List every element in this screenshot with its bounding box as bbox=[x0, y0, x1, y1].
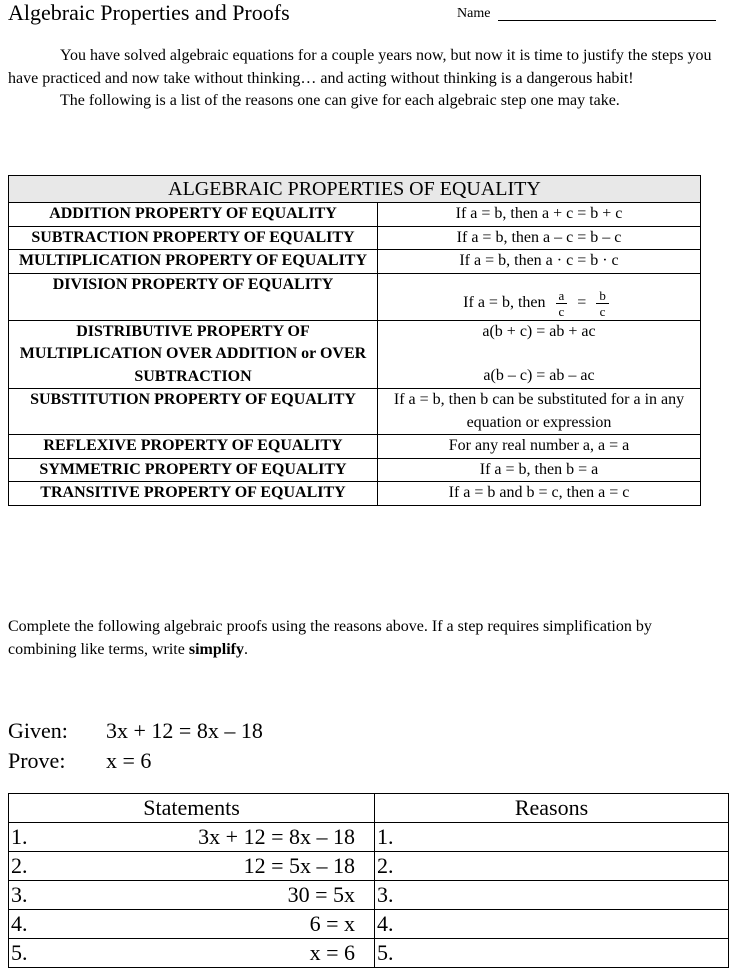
property-name: SUBSTITUTION PROPERTY OF EQUALITY bbox=[9, 389, 378, 435]
reason-cell[interactable]: 1. bbox=[375, 823, 729, 852]
statement-cell: 3. 30 = 5x bbox=[9, 881, 375, 910]
prove-label: Prove: bbox=[8, 748, 66, 773]
property-definition: If a = b, then a – c = b – c bbox=[378, 226, 701, 250]
reason-cell[interactable]: 3. bbox=[375, 881, 729, 910]
division-def-prefix: If a = b, then bbox=[463, 293, 546, 311]
name-blank-line[interactable] bbox=[498, 20, 716, 21]
table-row bbox=[9, 823, 729, 852]
name-label: Name bbox=[457, 6, 491, 21]
table-row bbox=[9, 226, 701, 250]
distributive-subtraction-def: a(b – c) = ab – ac bbox=[483, 367, 595, 384]
property-definition: If a = b, then b can be substituted for a in any equation or expression bbox=[378, 389, 701, 435]
table-row bbox=[9, 852, 729, 881]
statement-cell: 1. 3x + 12 = 8x – 18 bbox=[9, 823, 375, 852]
intro-text bbox=[8, 45, 713, 113]
property-definition: If a = b, then a · c = b · c bbox=[378, 250, 701, 274]
table-row bbox=[9, 458, 701, 482]
table-row bbox=[9, 435, 701, 459]
given-label: Given: bbox=[8, 718, 68, 743]
fraction-b-over-c: $\frac{b}{c}$ bbox=[596, 288, 609, 319]
reason-cell[interactable]: 4. bbox=[375, 910, 729, 939]
table-row bbox=[9, 320, 701, 389]
given-equation: 3x + 12 = 8x – 18 bbox=[106, 718, 263, 743]
table-row bbox=[9, 250, 701, 274]
proof-table bbox=[8, 793, 729, 968]
property-definition: If a = b and b = c, then a = c bbox=[378, 482, 701, 506]
instructions-text: Complete the following algebraic proofs using the reasons above. If a step requires simplification by combining like terms, write bbox=[8, 618, 652, 658]
property-name: SYMMETRIC PROPERTY OF EQUALITY bbox=[9, 458, 378, 482]
prove-equation: x = 6 bbox=[106, 748, 152, 773]
table-row bbox=[9, 273, 701, 320]
given-prove bbox=[8, 716, 263, 776]
reason-cell[interactable]: 5. bbox=[375, 939, 729, 968]
statement-cell: 2. 12 = 5x – 18 bbox=[9, 852, 375, 881]
reason-cell[interactable]: 2. bbox=[375, 852, 729, 881]
table-row bbox=[9, 939, 729, 968]
property-name: DIVISION PROPERTY OF EQUALITY bbox=[9, 273, 378, 320]
page-title: Algebraic Properties and Proofs bbox=[8, 0, 290, 25]
property-definition: For any real number a, a = a bbox=[378, 435, 701, 459]
reasons-header: Reasons bbox=[375, 794, 729, 823]
intro-paragraph-2: The following is a list of the reasons one can give for each algebraic step one may take. bbox=[60, 92, 620, 109]
table-row bbox=[9, 881, 729, 910]
instructions-bold: simplify bbox=[188, 640, 244, 658]
property-definition bbox=[378, 320, 701, 389]
division-def-equals: = bbox=[577, 293, 587, 311]
property-definition bbox=[378, 273, 701, 320]
properties-heading: ALGEBRAIC PROPERTIES OF EQUALITY bbox=[9, 176, 701, 203]
table-row bbox=[9, 203, 701, 227]
fraction-a-over-c: $\frac{a}{c}$ bbox=[556, 288, 568, 319]
intro-paragraph-1: You have solved algebraic equations for a couple years now, but now it is time to justify the steps you have practiced and now take without thinking… and acting without thinking is a dangerous habit! bbox=[8, 47, 712, 87]
distributive-addition-def: a(b + c) = ab + ac bbox=[482, 322, 596, 340]
table-row bbox=[9, 910, 729, 939]
property-definition: If a = b, then a + c = b + c bbox=[378, 203, 701, 227]
property-name: DISTRIBUTIVE PROPERTY OF MULTIPLICATION OVER ADDITION or OVER SUBTRACTION bbox=[9, 320, 378, 389]
property-name: SUBTRACTION PROPERTY OF EQUALITY bbox=[9, 226, 378, 250]
property-name: ADDITION PROPERTY OF EQUALITY bbox=[9, 203, 378, 227]
property-name: TRANSITIVE PROPERTY OF EQUALITY bbox=[9, 482, 378, 506]
table-row bbox=[9, 389, 701, 435]
properties-table bbox=[8, 175, 701, 506]
instructions: Complete the following algebraic proofs using the reasons above. If a step requires simplification by combining like terms, write simplify. bbox=[8, 618, 652, 658]
statements-header: Statements bbox=[9, 794, 375, 823]
statement-cell: 4. 6 = x bbox=[9, 910, 375, 939]
statement-cell: 5. x = 6 bbox=[9, 939, 375, 968]
property-name: REFLEXIVE PROPERTY OF EQUALITY bbox=[9, 435, 378, 459]
table-row bbox=[9, 482, 701, 506]
property-name: MULTIPLICATION PROPERTY OF EQUALITY bbox=[9, 250, 378, 274]
property-definition: If a = b, then b = a bbox=[378, 458, 701, 482]
